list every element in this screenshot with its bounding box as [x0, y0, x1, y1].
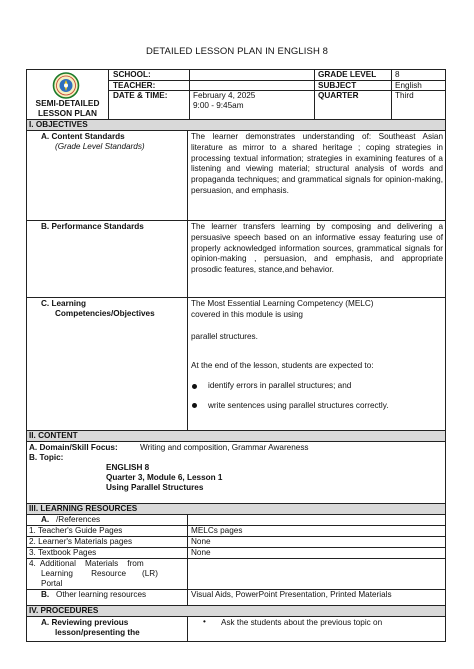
resource-row-value: None [191, 548, 211, 557]
competencies-label-line1: C. Learning [41, 299, 87, 308]
expected-outcomes-intro: At the end of the lesson, students are expected to: [191, 361, 374, 370]
melc-line-2: covered in this module is using [191, 310, 303, 319]
review-label-line2: lesson/presenting the [55, 628, 140, 637]
teacher-label: TEACHER: [113, 81, 156, 90]
review-bullet-icon: • [203, 617, 206, 626]
lesson-time: 9:00 - 9:45am [193, 101, 244, 110]
procedures-heading: IV. PROCEDURES [29, 606, 99, 615]
content-heading: II. CONTENT [29, 431, 78, 440]
melc-line-3: parallel structures. [191, 332, 258, 341]
domain-skill-label: A. Domain/Skill Focus: [29, 443, 118, 452]
other-resources-letter: B. [41, 590, 50, 599]
review-procedure-text: Ask the students about the previous topic on [221, 618, 383, 627]
quarter-label: QUARTER [318, 91, 359, 100]
subject-label: SUBJECT [318, 81, 357, 90]
additional-materials-line1: 4. Additional Materials from [29, 559, 144, 568]
resource-row-label: 2. Learner's Materials pages [29, 537, 133, 546]
objective-bullet: identify errors in parallel structures; and [208, 381, 352, 390]
bullet-dot [192, 403, 197, 408]
document-title: DETAILED LESSON PLAN IN ENGLISH 8 [145, 46, 329, 57]
topic-line: Using Parallel Structures [106, 483, 204, 492]
additional-materials-line3: Portal [41, 579, 63, 588]
resource-row-value: None [191, 537, 211, 546]
domain-skill-value: Writing and composition, Grammar Awareness [140, 443, 309, 452]
review-label-line1: A. Reviewing previous [41, 618, 129, 627]
additional-materials-line2: Learning Resource (LR) [41, 569, 158, 578]
lesson-date: February 4, 2025 [193, 91, 256, 100]
grade-level-value: 8 [395, 70, 400, 79]
bullet-dot [192, 384, 197, 389]
performance-standards-label: B. Performance Standards [41, 222, 144, 231]
performance-standards-text: The learner transfers learning by composing and delivering a persuasive speech based on an informative essay featuring use of properly acknowledged information sources, grammatical signals for opinion-making , persuasion, and emphasis, and appropriate prosodic features, stance,and behavior. [191, 222, 443, 275]
grade-level-label: GRADE LEVEL [318, 70, 377, 79]
content-standards-label: A. Content Standards [41, 132, 125, 141]
logo-label: SEMI-DETAILED LESSON PLAN [35, 98, 100, 118]
resource-row-label: 3. Textbook Pages [29, 548, 97, 557]
topic-line: Quarter 3, Module 6, Lesson 1 [106, 473, 223, 482]
content-standards-text: The learner demonstrates understanding of: Southeast Asian literature as mirror to a shared heritage ; coping strategies in processing textual information; strategies in examining features of a listening and viewing material; structural analysis of words and propaganda techniques; and grammatical signals for opinion-making, persuasion, and emphasis. [191, 132, 443, 195]
resource-row-label: 1. Teacher's Guide Pages [29, 526, 123, 535]
objectives-heading: I. OBJECTIVES [29, 120, 88, 129]
competencies-label-line2: Competencies/Objectives [55, 309, 155, 318]
other-resources-value: Visual Aids, PowerPoint Presentation, Printed Materials [191, 590, 392, 599]
topic-line: ENGLISH 8 [106, 463, 150, 472]
content-standards-sublabel: (Grade Level Standards) [55, 142, 145, 151]
melc-line-1: The Most Essential Learning Competency (MELC) [191, 299, 374, 308]
school-label: SCHOOL: [113, 70, 151, 79]
datetime-label: DATE & TIME: [113, 91, 168, 100]
resources-heading: III. LEARNING RESOURCES [29, 504, 138, 513]
quarter-value: Third [395, 91, 414, 100]
references-letter: A. [41, 515, 50, 524]
school-seal-logo [52, 72, 80, 99]
other-resources-label: Other learning resources [56, 590, 147, 599]
objective-bullet: write sentences using parallel structures correctly. [208, 401, 389, 410]
subject-value: English [395, 81, 422, 90]
references-label: /References [56, 515, 101, 524]
resource-row-value: MELCs pages [191, 526, 243, 535]
topic-label: B. Topic: [29, 453, 64, 462]
